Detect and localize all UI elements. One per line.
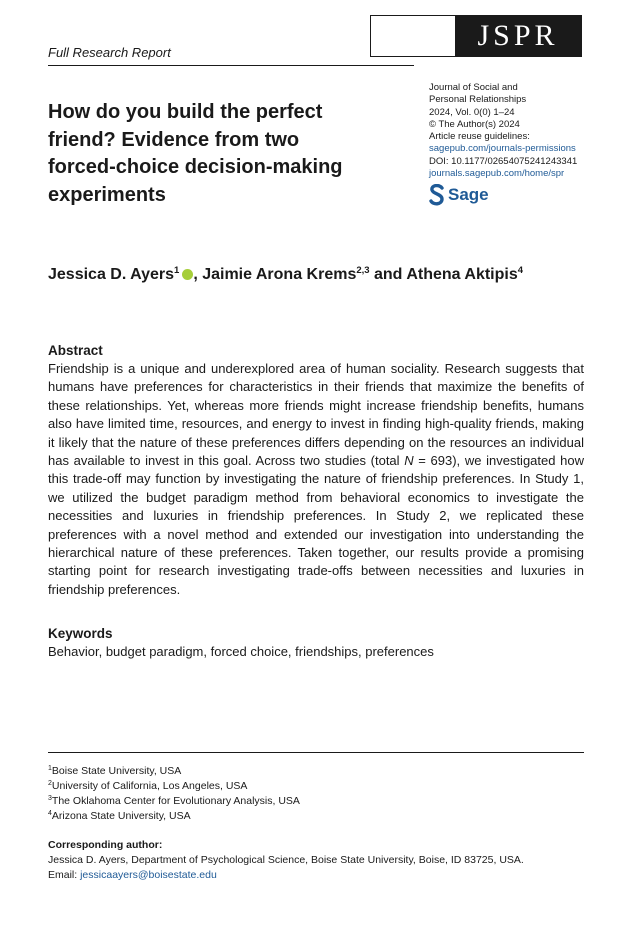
keywords-heading: Keywords <box>48 626 113 641</box>
orcid-icon[interactable] <box>182 269 193 280</box>
abstract-text-part: Friendship is a unique and underexplored area of human sociality. Research suggests that humans have preferences for characteristics in their friends that maximize the benefits of these relationships. Yet, whereas more friends might increase friendship benefits, humans also have limited time, resources, and energy to invest in finding high-quality friends, making it likely that the nature of these preferences differs depending on the resources an individual has available to invest in this goal. Across two studies (total <box>48 361 584 469</box>
affiliation-text: University of California, Los Angeles, USA <box>51 780 248 792</box>
journal-name: Personal Relationships <box>429 94 527 106</box>
keywords-list: Behavior, budget paradigm, forced choice, friendships, preferences <box>48 644 434 659</box>
abstract-heading: Abstract <box>48 343 103 358</box>
author-affiliation-mark: 1 <box>174 265 180 276</box>
author-list <box>48 265 608 284</box>
affiliation-number: 3 <box>48 795 52 802</box>
journal-logo: JSPR <box>455 16 581 56</box>
reuse-link[interactable]: sagepub.com/journals-permissions <box>429 143 576 155</box>
email-label: Email: <box>48 869 81 881</box>
affiliation-number: 4 <box>48 810 52 817</box>
paper-title <box>48 99 408 209</box>
affiliation <box>48 780 247 792</box>
journal-info <box>429 82 619 180</box>
journal-link[interactable]: journals.sagepub.com/home/spr <box>429 168 565 180</box>
corresponding-author-email <box>48 869 217 881</box>
reuse-label: Article reuse guidelines: <box>429 131 530 143</box>
affiliation-text: The Oklahoma Center for Evolutionary Analysis, USA <box>51 795 300 807</box>
abstract-text-part: = 693), we investigated how this trade-off may function by investigating the nature of friendship preferences. In Study 1, we utilized the budget paradigm method from behavioral economics to investigate the necessities and luxuries in friendship preferences. In Study 2, we replicated these preferences with a novel method and extended our investigation into understanding the hierarchical nature of these preferences. Taken together, our results provide a promising starting point for research investigating trade-offs between necessities and luxuries in friendship preferences. <box>48 453 584 597</box>
title-line: experiments <box>48 183 166 206</box>
sage-logo-icon <box>429 184 445 206</box>
author-separator: and <box>369 266 407 283</box>
author-name[interactable]: Jaimie Arona Krems <box>202 266 357 283</box>
author-separator: , <box>193 266 203 283</box>
author-affiliation-mark: 2,3 <box>356 265 370 276</box>
abstract-body <box>48 360 584 599</box>
affiliation-number: 1 <box>48 765 52 772</box>
copyright: © The Author(s) 2024 <box>429 118 520 130</box>
journal-name: Journal of Social and <box>429 82 518 93</box>
email-link[interactable]: jessicaayers@boisestate.edu <box>80 869 217 881</box>
author-name[interactable]: Athena Aktipis <box>406 266 518 283</box>
title-line: friend? Evidence from two <box>48 128 300 151</box>
title-line: How do you build the perfect <box>48 101 323 123</box>
sample-size-symbol: N <box>404 453 414 469</box>
journal-volume: 2024, Vol. 0(0) 1–24 <box>429 106 515 118</box>
author-name[interactable]: Jessica D. Ayers <box>48 266 175 283</box>
report-type: Full Research Report <box>48 45 171 60</box>
affiliation-text: Boise State University, USA <box>51 765 182 777</box>
publisher-logo <box>429 184 489 206</box>
affiliation <box>48 765 181 777</box>
header-divider <box>48 65 414 66</box>
publisher-name: Sage <box>448 185 489 204</box>
affiliation <box>48 795 300 807</box>
author-affiliation-mark: 4 <box>517 265 524 276</box>
affiliation-number: 2 <box>48 780 52 787</box>
corresponding-author-heading: Corresponding author: <box>48 839 163 851</box>
journal-logo-box <box>370 15 582 57</box>
affiliation-text: Arizona State University, USA <box>51 810 191 822</box>
corresponding-author-address: Jessica D. Ayers, Department of Psychological Science, Boise State University, Boise, ID 83725, USA. <box>48 854 524 866</box>
footnote-divider <box>48 752 584 753</box>
doi: DOI: 10.1177/02654075241243341 <box>429 155 578 167</box>
affiliation <box>48 810 191 822</box>
title-line: forced-choice decision-making <box>48 156 343 178</box>
